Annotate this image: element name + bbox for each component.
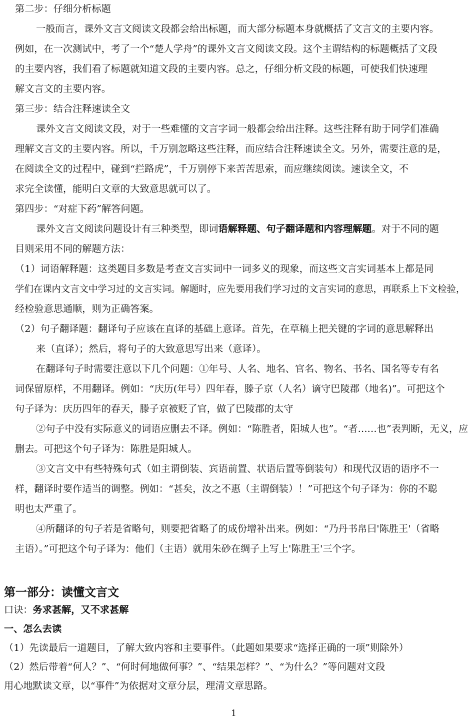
paragraph-line: 在阅读全文的过程中，碰到“拦路虎”，千万别停下来苦苦思索，而应继续阅读。速读全文，不 — [15, 164, 409, 175]
paragraph-line: 解文言文的主要内容。 — [15, 84, 111, 95]
page-number: 1 — [231, 709, 237, 719]
paragraph-line: 主语）。”可把这个句子译为：他们（主语）就用朱砂在绸子上写上'陈胜王'三个字。 — [15, 544, 361, 555]
paragraph-line: （2）然后带着“何人？”、“何时何地做何事？”、“结果怎样？”、“为什么？”等问题对文段 — [4, 662, 386, 673]
step-three-heading: 第三步：结合注释速读全文 — [15, 104, 131, 115]
paragraph-line: 用心地默读文章，以“事件”为依据对文章分层，理清文章思路。 — [4, 681, 273, 692]
paragraph-line: 在翻译句子时需要注意以下几个问题：①年号、人名、地名、官名、物名、书名、国名等专有名 — [36, 364, 439, 375]
paragraph-line: 删去。可把这个句子译为：陈胜是阳城人。 — [15, 444, 198, 455]
paragraph-line: （2）句子翻译题：翻译句子应该在直译的基础上意译。首先，在草稿上把关键的字词的意思解释出 — [15, 324, 434, 335]
step-four-heading: 第四步：“对症下药”解答问题。 — [15, 204, 150, 215]
paragraph-line: 目则采用不同的解题方法： — [15, 244, 131, 255]
paragraph-line: （1）词语解释题：这类题目多数是考查文言实词中一词多义的现象，而这些文言实词基本上都是同 — [15, 264, 434, 275]
paragraph-line: 经检验意思通顺，则为正确答案。 — [15, 304, 159, 315]
part-one-heading: 第一部分：读懂文言文 — [4, 585, 119, 599]
paragraph-line: 课外文言文阅读问题设计有三种类型，即词语解释题、句子翻译题和内容理解题。对于不同的题 — [36, 224, 439, 235]
paragraph-line: 的主要内容，我们看了标题就知道文段的主要内容。总之，仔细分析文段的标题，可使我们快速理 — [15, 64, 428, 75]
paragraph-line: ②句子中没有实际意义的词语应删去不译。例如：“陈胜者，阳城人也”。“者……也”表判断，无义，应 — [36, 424, 469, 435]
paragraph-line: 学们在课内文言文中学习过的文言实词。解题时，应先要用我们学习过的文言实词的意思，再联系上下文检验， — [15, 284, 466, 295]
paragraph-line: 课外文言文阅读文段，对于一些难懂的文言字词一般都会给出注释。这些注释有助于同学们准确 — [36, 124, 439, 135]
paragraph-line: 样，翻译时要作适当的调整。例如：“甚矣，汝之不惠（主谓倒装）！”可把这个句子译为：你的不聪 — [15, 484, 438, 495]
step-two-heading: 第二步：仔细分析标题 — [15, 4, 111, 15]
mnemonic-line: 口诀：务求甚解，又不求甚解 — [4, 605, 129, 616]
paragraph-line: ④所翻译的句子若是省略句，则要把省略了的成份增补出来。例如：“乃丹书帛曰'陈胜王'（省略 — [36, 524, 440, 535]
paragraph-line: 例如，在一次测试中，考了一个“楚人学舟”的课外文言文阅读文段。这个主谓结构的标题概括了文段 — [15, 44, 438, 55]
paragraph-line: ③文言文中有些特殊句式（如主谓倒装、宾语前置、状语后置等倒装句）和现代汉语的语序不一 — [36, 464, 439, 475]
paragraph-line: （1）先读最后一道题目，了解大致内容和主要事件。（此题如果要求“选择正确的一项”则除外） — [4, 643, 409, 654]
paragraph-line: 理解文言文的主要内容。所以，千万别忽略这些注释，而应结合注释速读全文。另外，需要注意的是， — [15, 144, 447, 155]
paragraph-line: 词保留原样，不用翻译。例如：“庆历(年号）四年春，滕子京（人名）谪守巴陵郡（地名)”。可把这个 — [15, 384, 445, 395]
paragraph-line: 一般而言，课外文言文阅读文段都会给出标题，而大部分标题本身就概括了文言文的主要内容。 — [36, 24, 439, 35]
paragraph-line: 求完全读懂，能明白文章的大致意思就可以了。 — [15, 184, 217, 195]
paragraph-line: 来（直译）；然后，将句子的大致意思写出来（意译）。 — [36, 344, 267, 355]
paragraph-line: 句子译为：庆历四年的春天，滕子京被贬了官，做了巴陵郡的太守 — [15, 404, 294, 415]
section-heading-how-to-read: 一、怎么去读 — [4, 624, 62, 635]
paragraph-line: 明也太严重了。 — [15, 504, 83, 515]
